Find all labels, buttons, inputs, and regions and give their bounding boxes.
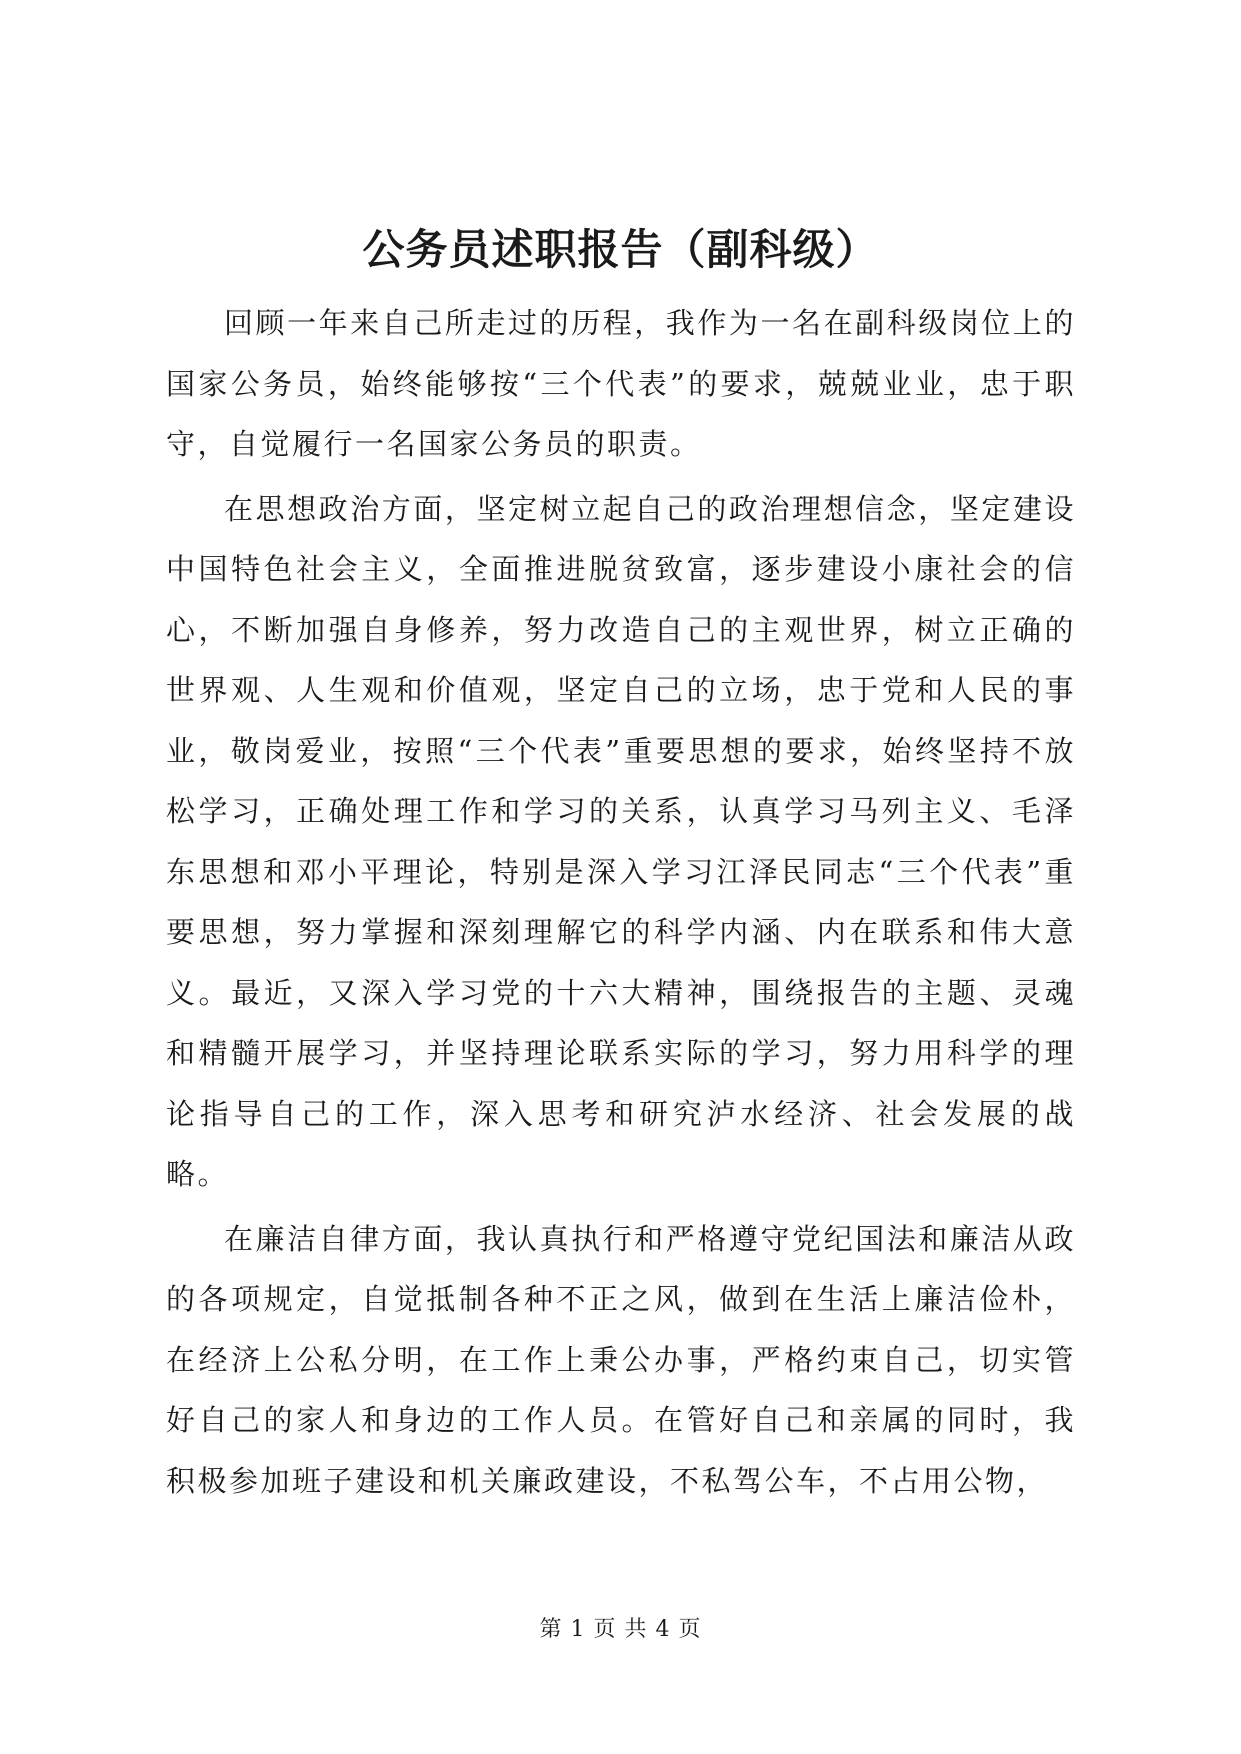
paragraph-integrity: 在廉洁自律方面，我认真执行和严格遵守党纪国法和廉洁从政的各项规定，自觉抵制各种不正之风，做到在生活上廉洁俭朴，在经济上公私分明，在工作上秉公办事，严格约束自己，切实管好自己的家人和身边的工作人员。在管好自己和亲属的同时，我积极参加班子建设和机关廉政建设，不私驾公车，不占用公物， [166,1221,1076,1498]
paragraph-review: 回顾一年来自己所走过的历程，我作为一名在副科级岗位上的国家公务员，始终能够按“三个代表”的要求，兢兢业业，忠于职守，自觉履行一名国家公务员的职责。 [166,306,1076,461]
document-title: 公务员述职报告（副科级） [362,225,879,274]
document-body [166,293,1076,1511]
paragraph-political-thought: 在思想政治方面，坚定树立起自己的政治理想信念，坚定建设中国特色社会主义，全面推进脱贫致富，逐步建设小康社会的信心，不断加强自身修养，努力改造自己的主观世界，树立正确的世界观、人生观和价值观，坚定自己的立场，忠于党和人民的事业，敬岗爱业，按照“三个代表”重要思想的要求，始终坚持不放松学习，正确处理工作和学习的关系，认真学习马列主义、毛泽东思想和邓小平理论，特别是深入学习江泽民同志“三个代表”重要思想，努力掌握和深刻理解它的科学内涵、内在联系和伟大意义。最近，又深入学习党的十六大精神，围绕报告的主题、灵魂和精髓开展学习，并坚持理论联系实际的学习，努力用科学的理论指导自己的工作，深入思考和研究泸水经济、社会发展的战略。 [166,491,1076,1191]
page-number-footer: 第 1 页 共 4 页 [539,1617,702,1642]
